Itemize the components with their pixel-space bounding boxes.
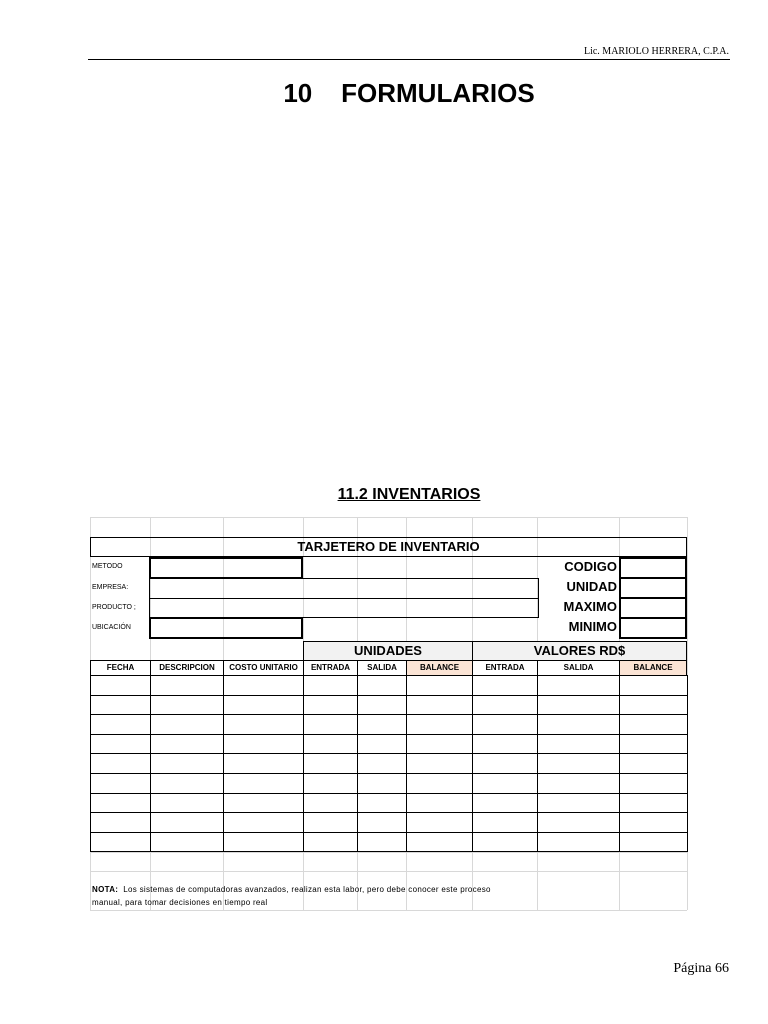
label-minimo: MINIMO (568, 619, 617, 634)
entry-cell[interactable] (472, 753, 538, 774)
entry-cell[interactable] (537, 675, 620, 696)
entry-cell[interactable] (90, 812, 151, 833)
entry-cell[interactable] (223, 734, 304, 755)
entry-cell[interactable] (537, 793, 620, 814)
entry-cell[interactable] (150, 812, 224, 833)
entry-cell[interactable] (357, 773, 407, 794)
entry-cell[interactable] (223, 812, 304, 833)
entry-cell[interactable] (537, 714, 620, 735)
entry-cell[interactable] (303, 773, 358, 794)
entry-cell[interactable] (150, 734, 224, 755)
col-header-salida-unidades: SALIDA (357, 660, 407, 676)
entry-cell[interactable] (472, 832, 538, 853)
note-label: NOTA: (92, 885, 119, 894)
codigo-field[interactable] (619, 557, 687, 579)
entry-cell[interactable] (406, 773, 473, 794)
entry-cell[interactable] (406, 695, 473, 716)
section-title: 11.2 INVENTARIOS (337, 486, 481, 503)
grid-hline (90, 517, 687, 518)
entry-cell[interactable] (223, 695, 304, 716)
entry-cell[interactable] (357, 753, 407, 774)
entry-cell[interactable] (357, 675, 407, 696)
entry-cell[interactable] (223, 793, 304, 814)
entry-cell[interactable] (357, 714, 407, 735)
header-author: Lic. MARIOLO HERRERA, C.P.A. (583, 46, 729, 57)
chapter-title: 10 FORMULARIOS (283, 78, 535, 108)
entry-cell[interactable] (150, 695, 224, 716)
col-header-fecha: FECHA (90, 660, 151, 676)
entry-cell[interactable] (537, 695, 620, 716)
entry-cell[interactable] (303, 793, 358, 814)
col-header-balance-unidades: BALANCE (406, 660, 473, 676)
entry-cell[interactable] (619, 753, 688, 774)
entry-cell[interactable] (472, 793, 538, 814)
grid-hline (90, 910, 687, 911)
entry-cell[interactable] (90, 773, 151, 794)
entry-cell[interactable] (223, 753, 304, 774)
label-empresa: EMPRESA: (92, 584, 129, 591)
entry-cell[interactable] (90, 675, 151, 696)
entry-cell[interactable] (406, 714, 473, 735)
entry-cell[interactable] (537, 812, 620, 833)
entry-cell[interactable] (472, 812, 538, 833)
entry-cell[interactable] (150, 773, 224, 794)
entry-cell[interactable] (472, 695, 538, 716)
label-metodo: METODO (92, 563, 123, 570)
entry-cell[interactable] (90, 734, 151, 755)
entry-cell[interactable] (619, 675, 688, 696)
entry-cell[interactable] (303, 753, 358, 774)
group-header-unidades: UNIDADES (303, 641, 473, 661)
unidad-field[interactable] (619, 577, 687, 599)
entry-cell[interactable] (303, 695, 358, 716)
entry-cell[interactable] (472, 714, 538, 735)
metodo-field[interactable] (149, 557, 303, 579)
entry-cell[interactable] (357, 812, 407, 833)
label-unidad: UNIDAD (566, 579, 617, 594)
entry-cell[interactable] (303, 675, 358, 696)
entry-cell[interactable] (303, 812, 358, 833)
label-codigo: CODIGO (564, 559, 617, 574)
label-ubicacion: UBICACIÓN (92, 624, 131, 631)
entry-cell[interactable] (406, 832, 473, 853)
entry-cell[interactable] (223, 773, 304, 794)
col-header-descripcion: DESCRIPCION (150, 660, 224, 676)
entry-cell[interactable] (303, 734, 358, 755)
entry-cell[interactable] (90, 832, 151, 853)
entry-cell[interactable] (357, 832, 407, 853)
label-producto: PRODUCTO ; (92, 604, 136, 611)
col-header-balance-valores: BALANCE (619, 660, 687, 676)
entry-cell[interactable] (406, 675, 473, 696)
label-maximo: MAXIMO (563, 599, 617, 614)
entry-cell[interactable] (619, 714, 688, 735)
entry-cell[interactable] (537, 734, 620, 755)
entry-cell[interactable] (537, 832, 620, 853)
producto-field[interactable] (149, 598, 539, 618)
col-header-entrada-valores: ENTRADA (472, 660, 538, 676)
entry-cell[interactable] (357, 793, 407, 814)
note-line-1 (92, 883, 491, 897)
minimo-field[interactable] (619, 617, 687, 639)
entry-cell[interactable] (357, 695, 407, 716)
entry-cell[interactable] (619, 812, 688, 833)
entry-cell[interactable] (619, 695, 688, 716)
col-header-salida-valores: SALIDA (537, 660, 620, 676)
entry-cell[interactable] (406, 734, 473, 755)
entry-cell[interactable] (303, 714, 358, 735)
col-header-costo-unitario: COSTO UNITARIO (223, 660, 304, 676)
entry-cell[interactable] (472, 734, 538, 755)
note-line-2: manual, para tomar decisiones en tiempo real (92, 898, 268, 907)
entry-cell[interactable] (150, 753, 224, 774)
entry-cell[interactable] (619, 773, 688, 794)
entry-cell[interactable] (619, 832, 688, 853)
entry-cell[interactable] (406, 753, 473, 774)
form-title: TARJETERO DE INVENTARIO (90, 537, 687, 557)
header-rule (88, 59, 730, 60)
page-number: Página 66 (673, 961, 729, 976)
inventory-card-form (90, 517, 687, 910)
entry-cell[interactable] (150, 675, 224, 696)
entry-cell[interactable] (537, 753, 620, 774)
entry-cell[interactable] (90, 753, 151, 774)
entry-cell[interactable] (472, 675, 538, 696)
entry-cell[interactable] (619, 734, 688, 755)
entry-cell[interactable] (406, 812, 473, 833)
col-header-entrada-unidades: ENTRADA (303, 660, 358, 676)
note-text-1: Los sistemas de computadoras avanzados, realizan esta labor, pero debe conocer este proceso (123, 885, 491, 894)
entry-cell[interactable] (90, 793, 151, 814)
empresa-field[interactable] (149, 578, 539, 599)
entry-cell[interactable] (223, 675, 304, 696)
entry-cell[interactable] (223, 714, 304, 735)
entry-cell[interactable] (150, 832, 224, 853)
entry-cell[interactable] (223, 832, 304, 853)
entry-cell[interactable] (150, 793, 224, 814)
entry-cell[interactable] (357, 734, 407, 755)
entry-cell[interactable] (90, 714, 151, 735)
entry-cell[interactable] (150, 714, 224, 735)
group-header-valores: VALORES RD$ (472, 641, 687, 661)
entry-cell[interactable] (90, 695, 151, 716)
entry-cell[interactable] (472, 773, 538, 794)
entry-cell[interactable] (406, 793, 473, 814)
entry-cell[interactable] (619, 793, 688, 814)
ubicacion-field[interactable] (149, 617, 303, 639)
maximo-field[interactable] (619, 597, 687, 619)
entry-cell[interactable] (303, 832, 358, 853)
entry-cell[interactable] (537, 773, 620, 794)
grid-hline (90, 871, 687, 872)
